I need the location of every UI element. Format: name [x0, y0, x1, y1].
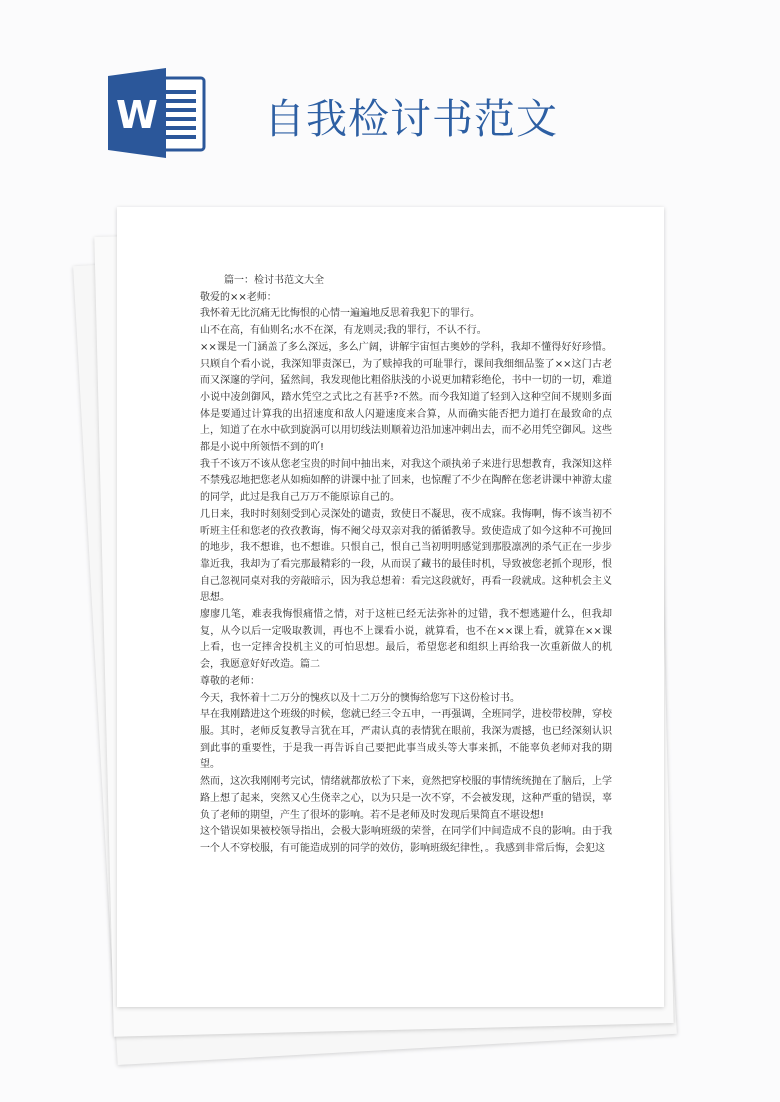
word-document-icon: [108, 68, 208, 158]
paragraph: 山不在高，有仙则名;水不在深，有龙则灵;我的罪行，不认不行。: [200, 325, 487, 337]
document-subtitle: 篇一：检讨书范文大全: [224, 275, 324, 286]
paragraph: 我千不该万不该从您老宝贵的时间中抽出来，对我这个顽执弟子来进行思想教育，我深知这样不禁残忍地把您老从如痴如醉的讲课中扯了回来，也惊醒了不少在陶醉在您老讲课中神游太虚的同学，此过是我自己万万不能原谅自己的。: [200, 458, 612, 504]
paragraph: 尊敬的老师：: [200, 675, 260, 687]
paragraph: 廖廖几笔，难表我悔恨痛惜之情，对于这桩已经无法弥补的过错，我不想逃避什么，但我却复，从今以后一定吸取教训，再也不上课看小说，就算看，也不在××课上看，就算在××课上看，也一定摔舍投机主义的可怕思想。最后，希望您老和组织上再给我一次重新做人的机会，我愿意好好改造。篇二: [200, 609, 612, 671]
paragraph: 几日来，我时时刻刻受到心灵深处的谴责，致使日不凝思，夜不成寐。我悔啊，悔不该当初不听班主任和您老的孜孜教诲，悔不阉父母双亲对我的循循教导。致使造成了如今这种不可挽回的地步，我不想谁，也不想谁。只恨自己，恨自己当初明明感觉到那股凛冽的杀气正在一步步靠近我，我却为了看完那最精彩的一段，从而误了藏书的最佳时机，导致被您老抓个现形，恨自己忽视同桌对我的旁敲暗示，因为我总想着：看完这段就好，再看一段就成。这种机会主义思想。: [200, 508, 612, 604]
paragraph: ××课是一门涵盖了多么深远，多么广阔，讲解宇宙恒古奥妙的学科，我却不懂得好好珍惜。只顾自个看小说，我深知罪责深已，为了赎掉我的可耻罪行，课间我细细品鉴了××这门古老而又深邃的学问，猛然间，我发现他比粗俗肤浅的小说更加精彩绝伦，书中一切的一切，难道小说中凌剑御风，踏水凭空之式比之有甚乎?不然。而今我知道了轻到入这种空间不规则多面体是要通过计算我的出招速度和敌人闪避速度来合算，从而确实能否把力道打在最致命的点上，知道了在水中砍到旋涡可以用切线法则顺着边沿加速冲刺出去，而不必用凭空御风。这些都是小说中所领悟不到的吖!: [200, 341, 612, 454]
document-body: [200, 273, 612, 858]
document-page: [117, 207, 664, 1007]
paragraph: 我怀着无比沉痛无比悔恨的心情一遍遍地反思着我犯下的罪行。: [200, 308, 480, 320]
paragraph: 这个错误如果被校领导指出，会极大影响班级的荣誉，在同学们中间造成不良的影响。由于我一个人不穿校服，有可能造成别的同学的效仿，影响班级纪律性，。我感到非常后悔，会犯这: [200, 826, 612, 854]
header: [0, 0, 780, 200]
paragraph: 今天，我怀着十二万分的愧疚以及十二万分的懊悔给您写下这份检讨书。: [200, 692, 520, 704]
paragraph: 早在我刚踏进这个班级的时候，您就已经三令五申，一再强调，全班同学，进校带校牌，穿校服。其时，老师反复教导言犹在耳，严肃认真的表情犹在眼前，我深为震撼，也已经深刻认识到此事的重要性，于是我一再告诉自己要把此事当成头等大事来抓，不能辜负老师对我的期望。: [200, 709, 612, 771]
word-logo-letter: W: [116, 93, 158, 137]
paragraph: 然而，这次我刚刚考完试，情绪就都放松了下来，竟然把穿校服的事情统统抛在了脑后，上学路上想了起来，突然又心生侥幸之心，以为只是一次不穿，不会被发现，这种严重的错误，辜负了老师的期望，产生了很坏的影响。若不是老师及时发现后果简直不堪设想!: [200, 776, 612, 821]
paragraph: 敬爱的××老师：: [200, 291, 277, 303]
page-title: 自我检讨书范文: [264, 95, 558, 143]
